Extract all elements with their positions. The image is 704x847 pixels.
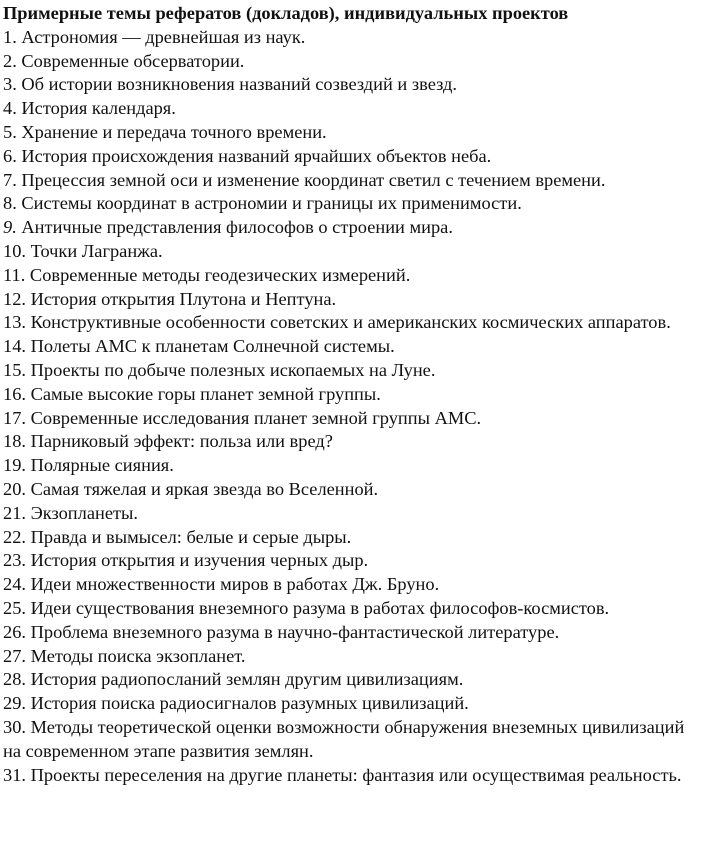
topic-number: 3. [3, 74, 17, 95]
topic-text: Хранение и передача точного времени. [21, 121, 327, 142]
topic-text: Прецессия земной оси и изменение координат светил с течением времени. [21, 169, 606, 190]
topic-item-7 [3, 169, 704, 193]
document-title: Примерные темы рефератов (докладов), индивидуальных проектов [3, 3, 569, 23]
topic-item-20 [3, 478, 704, 502]
topic-item-4 [3, 97, 704, 121]
topic-item-29 [3, 692, 704, 716]
topic-text: Проблема внеземного разума в научно-фантастической литературе. [30, 621, 560, 642]
topic-number: 20. [3, 478, 26, 499]
topic-number: 24. [3, 574, 26, 595]
topic-number: 6. [3, 145, 17, 166]
topic-item-8 [3, 192, 704, 216]
topic-text: Парниковый эффект: польза или вред? [30, 431, 333, 452]
topic-text: Самая тяжелая и яркая звезда во Вселенной. [30, 478, 379, 499]
topic-item-24 [3, 573, 704, 597]
topic-text: Идеи множественности миров в работах Дж. Бруно. [30, 574, 440, 595]
topic-number: 2. [3, 50, 17, 71]
topic-text: Полеты АМС к планетам Солнечной системы. [30, 336, 395, 357]
topic-text: История открытия и изучения черных дыр. [30, 550, 369, 571]
topic-item-15 [3, 359, 704, 383]
topic-number: 28. [3, 669, 26, 690]
topic-list [3, 26, 704, 788]
topic-item-22 [3, 526, 704, 550]
topic-number: 26. [3, 621, 26, 642]
topic-text: Астрономия — древнейшая из наук. [21, 26, 306, 47]
topic-number: 4. [3, 98, 17, 119]
topic-text: Системы координат в астрономии и границы их применимости. [21, 193, 522, 214]
topic-number: 18. [3, 431, 26, 452]
topic-item-18 [3, 430, 704, 454]
topic-number: 12. [3, 288, 26, 309]
topic-text: История поиска радиосигналов разумных цивилизаций. [30, 693, 469, 714]
topic-item-5 [3, 121, 704, 145]
topic-text: Полярные сияния. [30, 455, 174, 476]
topic-number: 27. [3, 645, 26, 666]
topic-text: Самые высокие горы планет земной группы. [30, 383, 381, 404]
topic-number: 13. [3, 312, 26, 333]
topic-text: История происхождения названий ярчайших объектов неба. [21, 145, 492, 166]
topic-item-3 [3, 73, 704, 97]
topic-item-25 [3, 597, 704, 621]
topic-number: 10. [3, 240, 26, 261]
topic-text: Методы поиска экзопланет. [30, 645, 246, 666]
topic-item-11 [3, 264, 704, 288]
topic-number: 17. [3, 407, 26, 428]
topic-item-12 [3, 288, 704, 312]
topic-item-28 [3, 668, 704, 692]
topic-number: 8. [3, 193, 17, 214]
topic-text: Современные исследования планет земной группы АМС. [30, 407, 482, 428]
topic-number: 1. [3, 26, 17, 47]
topic-number: 16. [3, 383, 26, 404]
topic-item-13 [3, 311, 704, 335]
topic-item-19 [3, 454, 704, 478]
topic-text: Проекты переселения на другие планеты: фантазия или осуществимая реальность. [30, 764, 682, 785]
topic-item-21 [3, 502, 704, 526]
topic-number: 14. [3, 336, 26, 357]
topic-item-27 [3, 645, 704, 669]
topic-text: История календаря. [21, 98, 176, 119]
topic-text: Экзопланеты. [30, 502, 138, 523]
topic-text: История радиопосланий землян другим цивилизациям. [30, 669, 464, 690]
topic-item-9 [3, 216, 704, 240]
topic-text: Современные обсерватории. [21, 50, 245, 71]
topic-item-17 [3, 407, 704, 431]
topic-text: Методы теоретической оценки возможности обнаружения внеземных цивилизаций на современном этапе развития землян. [3, 716, 685, 761]
topic-number: 21. [3, 502, 26, 523]
topic-number: 22. [3, 526, 26, 547]
topic-item-2 [3, 50, 704, 74]
topic-text: Об истории возникновения названий созвездий и звезд. [21, 74, 457, 95]
topic-text: Идеи существования внеземного разума в работах философов-космистов. [30, 597, 610, 618]
topic-text: История открытия Плутона и Нептуна. [30, 288, 337, 309]
topic-item-31 [3, 764, 704, 788]
topic-number: 11. [3, 264, 26, 285]
topic-number: 23. [3, 550, 26, 571]
topic-item-30 [3, 716, 704, 764]
topic-item-14 [3, 335, 704, 359]
topic-text: Античные представления философов о строении мира. [21, 217, 453, 238]
topic-item-6 [3, 145, 704, 169]
topic-item-26 [3, 621, 704, 645]
topic-number: 19. [3, 455, 26, 476]
topic-number: 15. [3, 359, 26, 380]
topic-number: 5. [3, 121, 17, 142]
topic-number: 7. [3, 169, 17, 190]
topic-text: Проекты по добыче полезных ископаемых на Луне. [30, 359, 436, 380]
topic-item-23 [3, 549, 704, 573]
topic-number: 9. [3, 217, 17, 238]
topic-text: Современные методы геодезических измерений. [29, 264, 411, 285]
topic-number: 31. [3, 764, 26, 785]
topic-text: Точки Лагранжа. [30, 240, 163, 261]
topic-item-10 [3, 240, 704, 264]
topic-text: Конструктивные особенности советских и американских космических аппаратов. [30, 312, 671, 333]
topic-number: 29. [3, 693, 26, 714]
topic-text: Правда и вымысел: белые и серые дыры. [30, 526, 352, 547]
topic-number: 30. [3, 716, 26, 737]
topic-number: 25. [3, 597, 26, 618]
topic-item-1 [3, 26, 704, 50]
topic-item-16 [3, 383, 704, 407]
